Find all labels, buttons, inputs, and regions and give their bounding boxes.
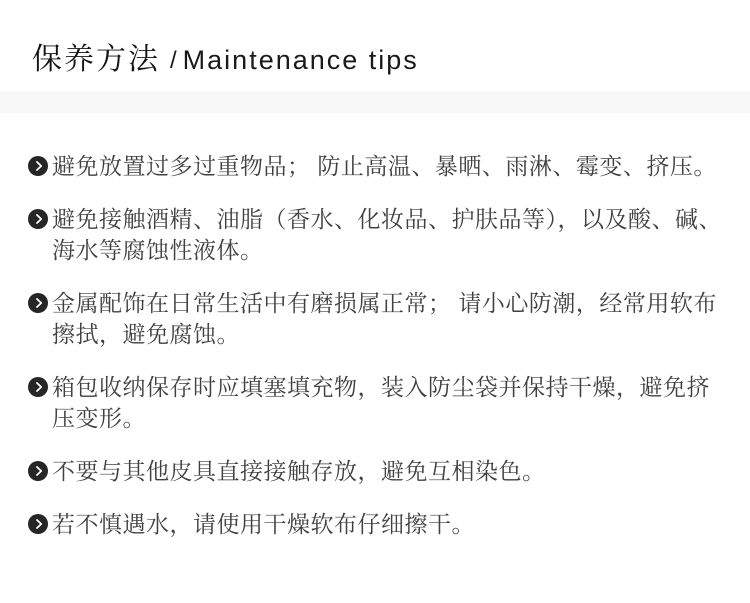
tip-item <box>28 456 726 487</box>
chevron-right-icon <box>28 461 48 481</box>
tip-text: 箱包收纳保存时应填塞填充物，装入防尘袋并保持干燥，避免挤压变形。 <box>52 374 710 431</box>
divider-band <box>0 91 750 113</box>
chevron-right-icon <box>28 156 48 176</box>
tip-item <box>28 509 726 540</box>
chevron-right-icon <box>28 514 48 534</box>
tip-item <box>28 372 726 434</box>
tip-text: 避免接触酒精、油脂（香水、化妆品、护肤品等），以及酸、碱、海水等腐蚀性液体。 <box>52 206 722 263</box>
tip-text: 金属配饰在日常生活中有磨损属正常； 请小心防潮，经常用软布擦拭，避免腐蚀。 <box>52 290 717 347</box>
chevron-right-icon <box>28 377 48 397</box>
section-title-zh: 保养方法 <box>32 43 160 76</box>
tip-item <box>28 151 726 182</box>
tip-item <box>28 288 726 350</box>
tip-item <box>28 204 726 266</box>
section-title-en: Maintenance tips <box>182 45 419 75</box>
tip-text: 不要与其他皮具直接接触存放，避免互相染色。 <box>52 458 546 484</box>
tip-text: 避免放置过多过重物品； 防止高温、暴晒、雨淋、霉变、挤压。 <box>52 153 717 179</box>
tips-list <box>0 113 750 540</box>
chevron-right-icon <box>28 293 48 313</box>
chevron-right-icon <box>28 209 48 229</box>
section-title-separator: / <box>170 47 177 74</box>
section-header <box>0 0 750 83</box>
tip-text: 若不慎遇水，请使用干燥软布仔细擦干。 <box>52 511 475 537</box>
